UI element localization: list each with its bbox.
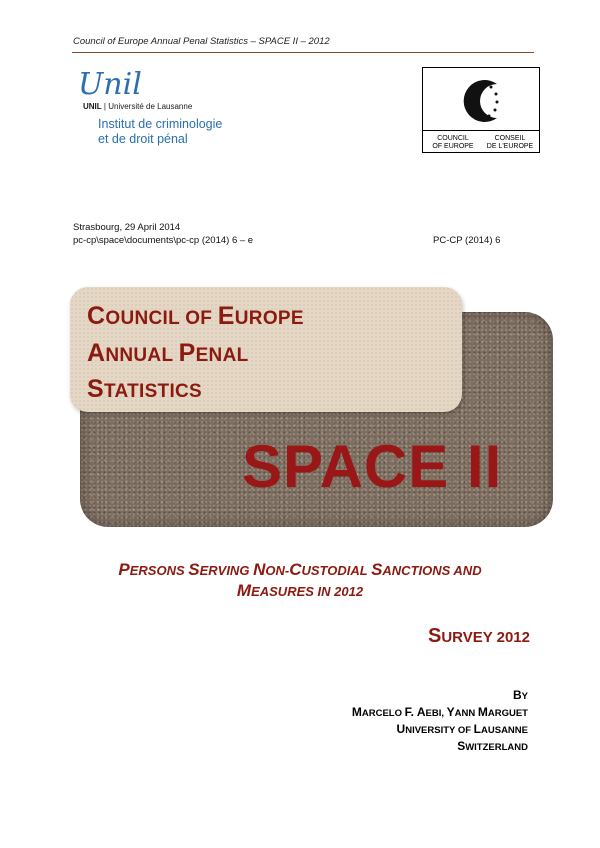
byline-rest: WITZERLAND bbox=[465, 742, 528, 753]
subtitle-cap: S bbox=[188, 560, 200, 579]
subtitle-line-2 bbox=[60, 581, 540, 601]
title-cap: S bbox=[87, 375, 104, 403]
coe-fr-line-1: CONSEIL bbox=[494, 135, 526, 142]
byline-rest: ARCELO bbox=[361, 708, 405, 719]
subtitle-line-1 bbox=[60, 560, 540, 580]
file-path: pc-cp\space\documents\pc-cp (2014) 6 – e bbox=[73, 235, 254, 246]
unil-wordmark-icon bbox=[72, 68, 162, 102]
header-rule bbox=[72, 52, 534, 53]
title-rest: UROPE bbox=[234, 308, 304, 329]
title-cap: C bbox=[87, 302, 106, 330]
byline-cap: B bbox=[512, 688, 522, 702]
subtitle-rest: EASURES IN 2012 bbox=[251, 584, 364, 599]
unil-logo bbox=[72, 68, 247, 158]
subtitle-cap: C bbox=[289, 560, 302, 579]
survey-rest: URVEY 2012 bbox=[441, 629, 530, 646]
subtitle-cap: S bbox=[371, 560, 383, 579]
document-reference: PC-CP (2014) 6 bbox=[433, 235, 501, 246]
subtitle-rest: ERVING bbox=[199, 563, 254, 578]
byline-rest: ANN bbox=[454, 708, 478, 719]
title-cap: E bbox=[217, 302, 235, 330]
report-name: SPACE II bbox=[242, 433, 503, 500]
institute-name bbox=[98, 117, 222, 147]
coe-en-line-2: OF EUROPE bbox=[432, 143, 474, 150]
subtitle-rest: ERSONS bbox=[129, 563, 189, 578]
byline-affiliation bbox=[397, 722, 528, 736]
unil-short: UNIL bbox=[83, 102, 102, 111]
institute-line-1: Institut de criminologie bbox=[98, 117, 223, 131]
place-date: Strasbourg, 29 April 2014 bbox=[73, 222, 181, 233]
survey-cap: S bbox=[427, 625, 442, 647]
unil-university: Université de Lausanne bbox=[108, 102, 193, 111]
byline-cap: S bbox=[457, 739, 466, 753]
subtitle-cap: M bbox=[236, 581, 252, 600]
title-rest: TATISTICS bbox=[103, 381, 203, 402]
byline-rest: ARGUET bbox=[487, 708, 528, 719]
title-cap: P bbox=[178, 339, 196, 367]
byline-authors bbox=[352, 705, 528, 719]
coe-stars-icon bbox=[453, 74, 511, 128]
byline-cap: Y bbox=[446, 705, 455, 719]
coe-divider bbox=[423, 130, 539, 131]
byline-cap: U bbox=[396, 722, 406, 736]
byline-cap: M bbox=[351, 705, 362, 719]
subtitle-rest: USTODIAL bbox=[301, 563, 372, 578]
byline-by bbox=[513, 688, 528, 702]
coe-label-en bbox=[428, 135, 478, 151]
title-rest: ENAL bbox=[195, 345, 249, 366]
byline-rest: NIVERSITY OF bbox=[405, 725, 474, 736]
coe-label-fr bbox=[484, 135, 536, 151]
subtitle-rest: ANCTIONS AND bbox=[382, 563, 482, 578]
svg-text:Unil: Unil bbox=[78, 68, 142, 102]
subtitle-rest: ON- bbox=[265, 563, 290, 578]
coe-en-line-1: COUNCIL bbox=[437, 135, 469, 142]
byline-rest: AUSANNE bbox=[481, 725, 528, 736]
title-rest: OUNCIL OF bbox=[105, 308, 218, 329]
byline-country bbox=[457, 739, 528, 753]
running-header: Council of Europe Annual Penal Statistics – SPACE II – 2012 bbox=[73, 36, 330, 47]
institute-line-2: et de droit pénal bbox=[98, 132, 188, 146]
byline-rest: Y bbox=[521, 691, 528, 702]
title-cap: A bbox=[87, 339, 106, 367]
byline-cap: L bbox=[473, 722, 482, 736]
byline-rest: EBI, bbox=[425, 708, 447, 719]
subtitle-cap: N bbox=[253, 560, 266, 579]
byline-cap: M bbox=[477, 705, 488, 719]
survey-year bbox=[380, 625, 530, 648]
title-line-2 bbox=[87, 339, 249, 368]
unil-university-line bbox=[83, 102, 192, 111]
coe-fr-line-2: DE L'EUROPE bbox=[486, 143, 534, 150]
subtitle-cap: P bbox=[118, 560, 130, 579]
title-line-1 bbox=[87, 302, 304, 331]
title-rest: NNUAL bbox=[105, 345, 179, 366]
unil-separator: | bbox=[103, 102, 109, 111]
byline-cap: F. A bbox=[404, 705, 426, 719]
title-line-3 bbox=[87, 375, 202, 404]
